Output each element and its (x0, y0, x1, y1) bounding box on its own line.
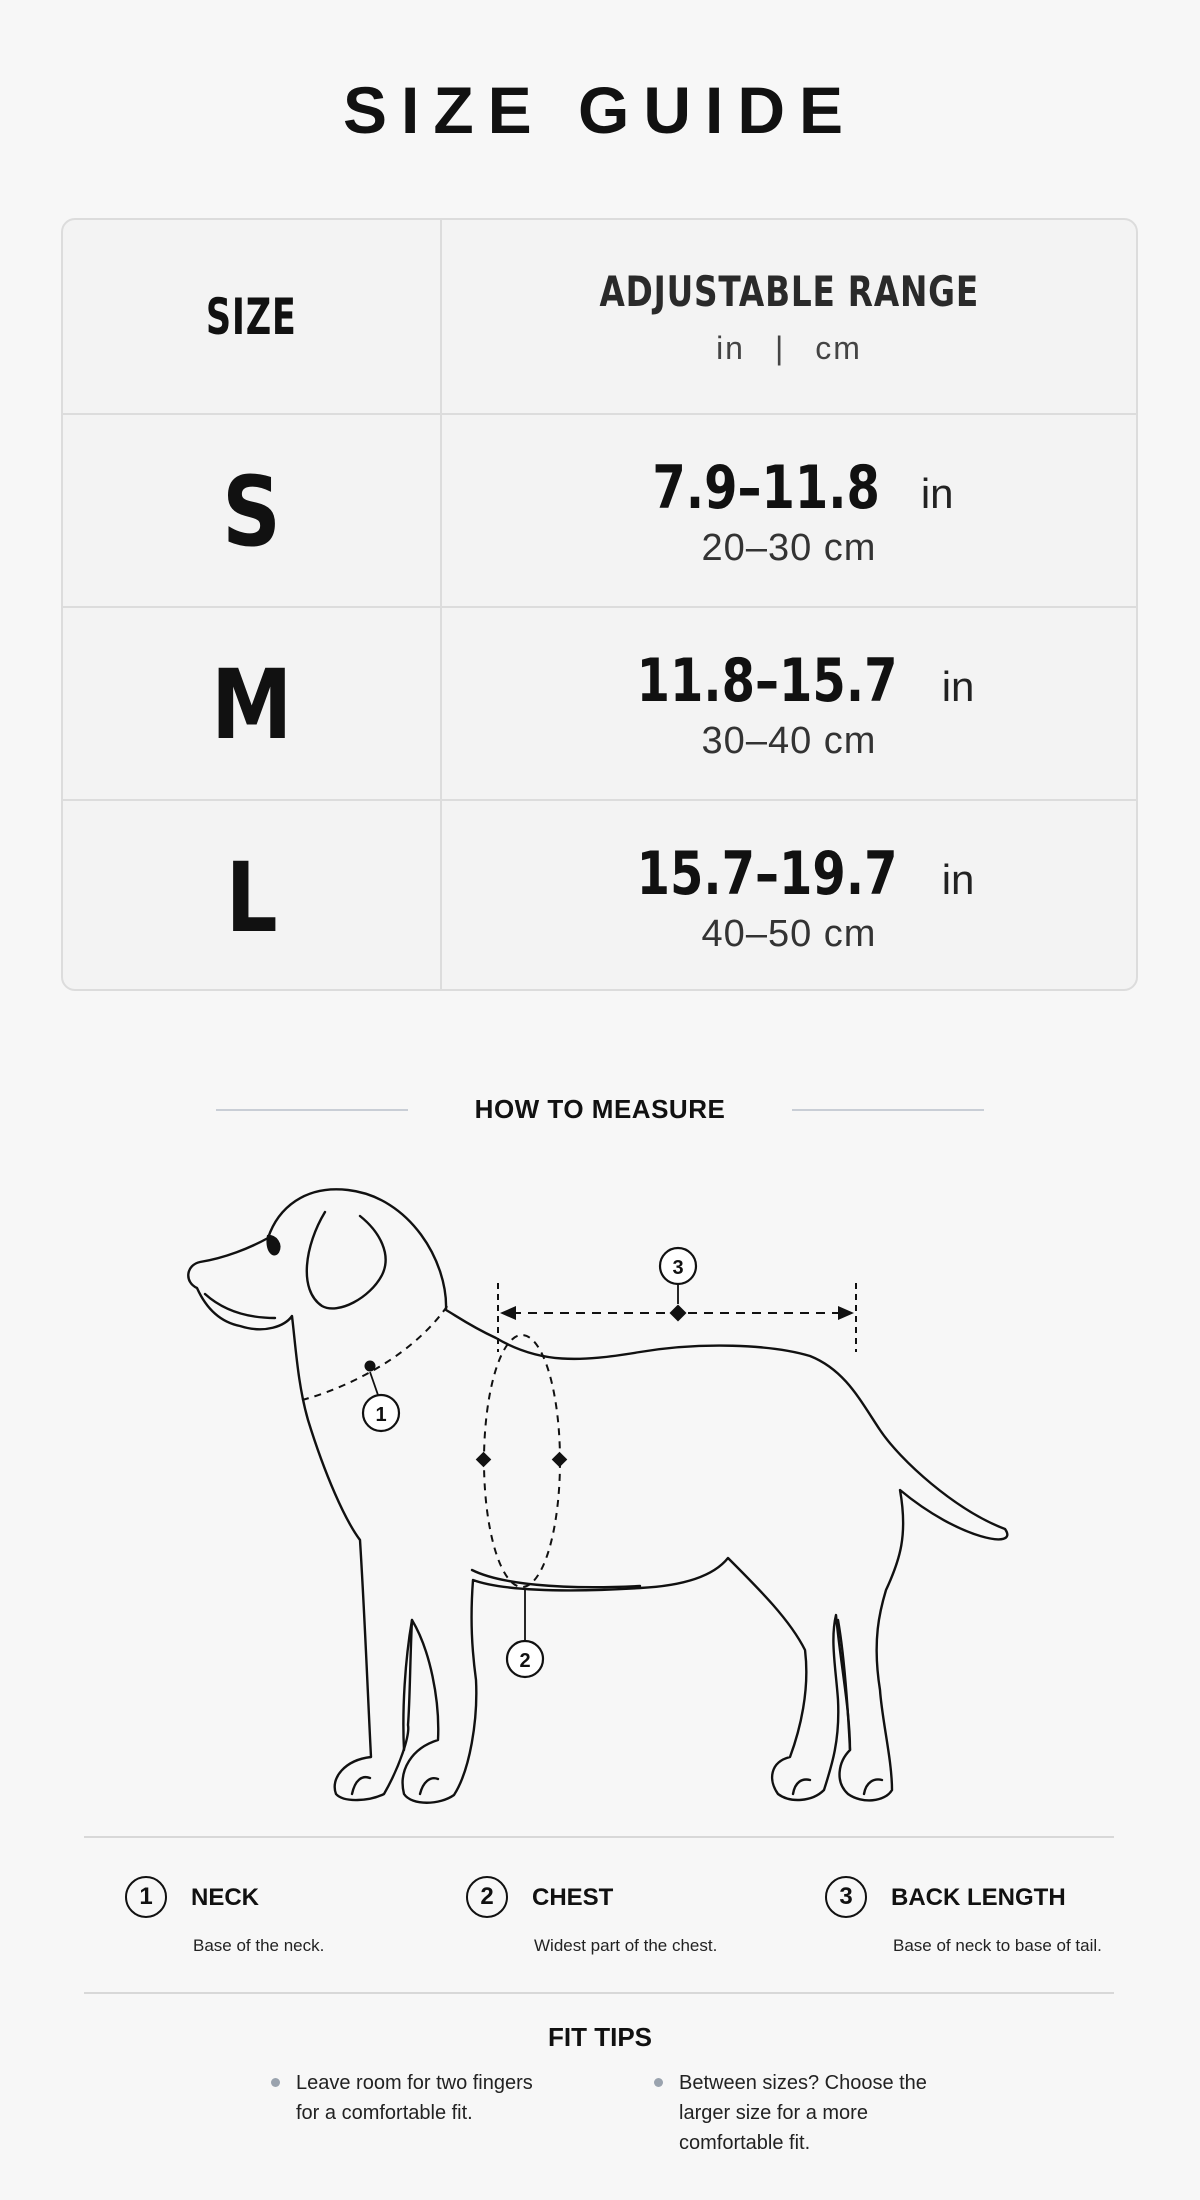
dog-outline (188, 1189, 1007, 1802)
range-inches-unit: in (941, 663, 975, 710)
how-to-measure-title: HOW TO MEASURE (474, 1094, 726, 1124)
fit-tips-title: FIT TIPS (548, 2022, 652, 2052)
size-letter: M (210, 648, 293, 761)
range-cell (442, 801, 1136, 991)
tip-bullet (271, 2078, 280, 2087)
size-cell (63, 801, 442, 991)
back-arrow-left (500, 1306, 516, 1320)
range-centimeters: 20–30 cm (701, 527, 877, 569)
table-row (63, 606, 1136, 801)
range-cell (442, 608, 1136, 801)
marker-number-neck: 1 (375, 1404, 387, 1426)
tip-line: Leave room for two fingers (296, 2072, 533, 2094)
tip-line: larger size for a more (679, 2102, 868, 2124)
section-rule-right (792, 1109, 984, 1111)
range-inches (624, 453, 953, 523)
tip-line: comfortable fit. (679, 2132, 811, 2154)
range-inches-unit: in (920, 470, 954, 517)
range-centimeters: 40–50 cm (701, 913, 877, 955)
fit-tip-item (679, 2068, 927, 2158)
dog-belly (472, 1570, 640, 1587)
legend-item-chest (466, 1876, 796, 1986)
legend-badge-back-length: 3 (825, 1876, 867, 1918)
size-cell (63, 608, 442, 801)
range-cell (442, 415, 1136, 608)
tip-line: for a comfortable fit. (296, 2102, 473, 2124)
chest-point-left (476, 1452, 492, 1468)
unit-in-label: in (716, 329, 745, 366)
size-cell (63, 415, 442, 608)
tip-bullet (654, 2078, 663, 2087)
marker-number-chest: 2 (519, 1650, 531, 1672)
dog-ear (307, 1212, 386, 1308)
fit-tip-item (296, 2068, 533, 2128)
unit-separator: | (774, 329, 786, 366)
range-inches-value: 11.8–15.7 (636, 646, 898, 716)
legend-desc-back-length: Base of neck to base of tail. (893, 1936, 1102, 1955)
range-inches-value: 15.7–19.7 (636, 839, 898, 909)
legend-badge-chest: 2 (466, 1876, 508, 1918)
legend-divider-bottom (84, 1992, 1114, 1994)
table-row (63, 413, 1136, 608)
legend-divider-top (84, 1836, 1114, 1838)
range-header-cell (442, 220, 1136, 413)
range-centimeters: 30–40 cm (701, 720, 877, 762)
back-midpoint-marker (670, 1305, 687, 1322)
tip-line: Between sizes? Choose the (679, 2072, 927, 2094)
back-arrow-right (838, 1306, 854, 1320)
range-inches-value: 7.9–11.8 (652, 453, 881, 523)
table-row (63, 799, 1136, 991)
size-header-cell (63, 220, 442, 413)
legend-title-neck: NECK (191, 1884, 260, 1911)
chest-point-right (552, 1452, 568, 1468)
size-letter: S (222, 455, 281, 568)
range-inches (604, 839, 975, 909)
size-table (61, 218, 1138, 991)
chest-measure-loop (484, 1335, 560, 1587)
size-column-header: SIZE (206, 287, 297, 346)
legend-item-back-length (825, 1876, 1165, 1986)
legend-desc-neck: Base of the neck. (193, 1936, 325, 1955)
legend-title-chest: CHEST (532, 1884, 614, 1911)
range-inches (604, 646, 975, 716)
unit-cm-label: cm (815, 329, 862, 366)
range-inches-unit: in (941, 856, 975, 903)
legend-title-back-length: BACK LENGTH (891, 1884, 1066, 1911)
marker-number-back: 3 (672, 1257, 684, 1279)
legend-desc-chest: Widest part of the chest. (534, 1936, 718, 1955)
neck-point-marker (365, 1361, 376, 1372)
dog-measurement-illustration (0, 1170, 1200, 1830)
unit-labels (716, 330, 862, 367)
range-column-header: ADJUSTABLE RANGE (599, 266, 979, 316)
size-letter: L (225, 841, 278, 954)
dog-eye (268, 1236, 280, 1254)
legend-item-neck (125, 1876, 425, 1986)
page-title: SIZE GUIDE (342, 73, 858, 147)
legend-badge-neck: 1 (125, 1876, 167, 1918)
table-header-row (63, 220, 1136, 413)
